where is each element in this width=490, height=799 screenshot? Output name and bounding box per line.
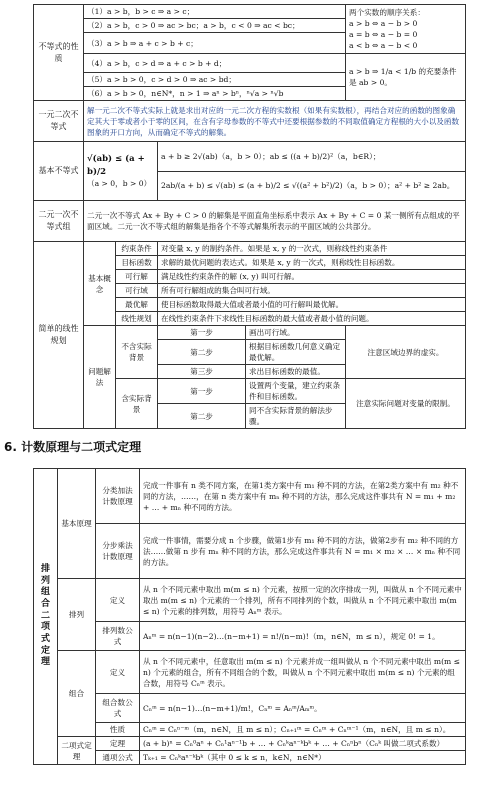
ineq-prop-item-2: （2）a > b，c > 0 ⇒ ac > bc；a > b，c < 0 ⇒ ac < bc； bbox=[84, 19, 346, 33]
lp-bg-label: 含实际背景 bbox=[116, 379, 158, 429]
lp-concept-value: 对变量 x, y 的制约条件。如果是 x, y 的一次式，则称线性约束条件 bbox=[158, 242, 466, 256]
lp-concept-key: 最优解 bbox=[116, 298, 158, 312]
addition-principle-label: 分类加法计数原理 bbox=[96, 469, 140, 524]
lp-step-key: 第二步 bbox=[158, 340, 246, 365]
reciprocal-condition-line-1: a > b ⇒ 1/a < 1/b 的充要条件 bbox=[349, 67, 457, 76]
basic-principle-label: 基本原理 bbox=[58, 469, 96, 579]
ineq-prop-item-3: （3）a > b ⇒ a + c > b + c； bbox=[84, 33, 346, 54]
basic-ineq-right-1: a + b ≥ 2√(ab)（a，b > 0）；ab ≤ ((a + b)/2)²（a，b∈R）； bbox=[158, 142, 466, 172]
basic-ineq-formula: √(ab) ≤ (a + b)/2 bbox=[87, 154, 145, 177]
addition-principle-text: 完成一件事有 n 类不同方案，在第1类方案中有 m₁ 种不同的方法，在第2类方案中有 m₂ 种不同的方法，……，在第 n 类方案中有 mₙ 种不同的方法，那么完成这件事共有 N = m₁ + m₂ + … + mₙ 种不同的方法。 bbox=[140, 469, 466, 524]
lp-concept-key: 约束条件 bbox=[116, 242, 158, 256]
lp-step-key: 第二步 bbox=[158, 404, 246, 429]
basic-ineq-right-2: 2ab/(a + b) ≤ √(ab) ≤ (a + b)/2 ≤ √((a² + b²)/2)（a，b > 0）；a² + b² ≥ 2ab。 bbox=[158, 171, 466, 201]
reciprocal-condition-line-2: 是 ab > 0。 bbox=[349, 78, 393, 87]
lp-concept-value: 满足线性约束条件的解 (x, y) 叫可行解。 bbox=[158, 270, 466, 284]
perm-def-label: 定义 bbox=[96, 579, 140, 622]
ineq-prop-item-4: （4）a > b，c > d ⇒ a + c > b + d； bbox=[84, 54, 346, 73]
ineq-prop-item-5: （5）a > b > 0，c > d > 0 ⇒ ac > bd； bbox=[84, 73, 346, 87]
basic-ineq-left bbox=[84, 142, 158, 201]
comb-def-text: 从 n 个不同元素中，任意取出 m(m ≤ n) 个元素并成一组叫做从 n 个不同元素中取出 m(m ≤ n) 个元素的组合，所有不同组合的个数，叫做从 n 个不同元素中取出 m(m ≤ n) 个元素的组合数，用符号 Cₙᵐ 表示。 bbox=[140, 651, 466, 694]
lp-step-value: 求出目标函数的最值。 bbox=[246, 365, 346, 379]
ineq-prop-item-6: （6）a > b > 0，n∈N*，n > 1 ⇒ aⁿ > bⁿ，ⁿ√a > ⁿ√b bbox=[84, 87, 346, 101]
permutation-label: 排列 bbox=[58, 579, 96, 651]
theorem-label: 定理 bbox=[96, 737, 140, 751]
perm-def-text: 从 n 个不同元素中取出 m(m ≤ n) 个元素，按照一定的次序排成一列，叫做从 n 个不同元素中取出 m(m ≤ n) 个元素的一个排列，所有不同排列的个数，叫做从 n 个不同元素中取出 m(m ≤ n) 个元素的排列数，用符号 Aₙᵐ 表示。 bbox=[140, 579, 466, 622]
lp-concept-value: 所有可行解组成的集合叫可行域。 bbox=[158, 284, 466, 298]
quad-ineq-text: 解一元二次不等式实际上就是求出对应的一元二次方程的实数根（如果有实数根），再结合对应的函数的图象确定其大于零或者小于零的区间，在含有字母参数的不等式中还要根据参数的不同取值确定方程根的大小以及函数图象的开口方向，从而确定不等式的解集。 bbox=[84, 101, 466, 142]
lp-concept-value: 在线性约束条件下求线性目标函数的最大值或者最小值的问题。 bbox=[158, 312, 466, 326]
combination-label: 组合 bbox=[58, 651, 96, 737]
comb-formula-label: 组合数公式 bbox=[96, 694, 140, 723]
lp-step-value: 设置两个变量，建立约束条件和目标函数。 bbox=[246, 379, 346, 404]
lp-concept-key: 可行域 bbox=[116, 284, 158, 298]
general-term-text: Tₖ₊₁ = Cₙᵏaⁿ⁻ᵏbᵏ（其中 0 ≤ k ≤ n，k∈N，n∈N*） bbox=[140, 751, 466, 765]
lp-step-key: 第一步 bbox=[158, 326, 246, 340]
binomial-label: 二项式定理 bbox=[58, 737, 96, 765]
ineq-props-label: 不等式的性质 bbox=[34, 5, 84, 101]
linear-sys-text: 二元一次不等式 Ax + By + C > 0 的解集是平面直角坐标系中表示 Ax + By + C = 0 某一侧所有点组成的平面区域。二元一次不等式组的解集是指各个不等式解集所表示的平面区域的公共部分。 bbox=[84, 201, 466, 242]
lp-concept-key: 可行解 bbox=[116, 270, 158, 284]
basic-ineq-label: 基本不等式 bbox=[34, 142, 84, 201]
lp-bg-note: 注意实际问题对变量的限制。 bbox=[346, 379, 466, 429]
order-relation-gt: a > b ⇔ a − b > 0 bbox=[349, 19, 418, 28]
group-label: 排列组合二项式定理 bbox=[34, 469, 58, 765]
section-heading: 6. 计数原理与二项式定理 bbox=[4, 440, 142, 454]
lp-no-bg-note: 注意区域边界的虚实。 bbox=[346, 326, 466, 379]
order-relation-box bbox=[346, 5, 466, 54]
perm-formula-text: Aₙᵐ = n(n−1)(n−2)…(n−m+1) = n!/(n−m)!（m，n∈N，m ≤ n），规定 0! = 1。 bbox=[140, 622, 466, 651]
comb-formula-text: Cₙᵐ = n(n−1)…(n−m+1)/m!，Cₙᵐ = Aₙᵐ/Aₘᵐ。 bbox=[140, 694, 466, 723]
order-relation-lt: a < b ⇔ a − b < 0 bbox=[349, 41, 418, 50]
order-relation-title: 两个实数的顺序关系： bbox=[349, 8, 425, 17]
basic-ineq-condition: （a > 0，b > 0） bbox=[87, 178, 152, 188]
lp-step-value: 根据目标函数几何意义确定最优解。 bbox=[246, 340, 346, 365]
reciprocal-condition-box bbox=[346, 54, 466, 101]
ineq-prop-item-1: （1）a > b，b > c ⇒ a > c； bbox=[84, 5, 346, 19]
lp-concept-value: 求解的最优问题的表达式。如果是 x, y 的一次式，则称线性目标函数。 bbox=[158, 256, 466, 270]
inequality-summary-table bbox=[33, 4, 466, 429]
lp-concept-value: 使目标函数取得最大值或者最小值的可行解叫最优解。 bbox=[158, 298, 466, 312]
comb-property-label: 性质 bbox=[96, 723, 140, 737]
general-term-label: 通项公式 bbox=[96, 751, 140, 765]
counting-summary-table bbox=[33, 468, 466, 765]
multiplication-principle-text: 完成一件事情，需要分成 n 个步骤，做第1步有 m₁ 种不同的方法，做第2步有 m₂ 种不同的方法……做第 n 步有 mₙ 种不同的方法，那么完成这件事共有 N = m₁ × m₂ × … × mₙ 种不同的方法。 bbox=[140, 524, 466, 579]
order-relation-eq: a = b ⇔ a − b = 0 bbox=[349, 30, 418, 39]
lp-step-value: 画出可行域。 bbox=[246, 326, 346, 340]
lp-no-bg-label: 不含实际背景 bbox=[116, 326, 158, 379]
comb-property-text: Cₙᵐ = Cₙⁿ⁻ᵐ（m，n∈N，且 m ≤ n）；Cₙ₊₁ᵐ = Cₙᵐ + Cₙᵐ⁻¹（m，n∈N，且 m ≤ n）。 bbox=[140, 723, 466, 737]
lp-step-value: 同不含实际背景的解法步骤。 bbox=[246, 404, 346, 429]
quad-ineq-label: 一元二次不等式 bbox=[34, 101, 84, 142]
perm-formula-label: 排列数公式 bbox=[96, 622, 140, 651]
lp-step-key: 第一步 bbox=[158, 379, 246, 404]
lp-concept-key: 目标函数 bbox=[116, 256, 158, 270]
theorem-text: (a + b)ⁿ = Cₙ⁰aⁿ + Cₙ¹aⁿ⁻¹b + … + Cₙᵏaⁿ⁻ᵏbᵏ + … + Cₙⁿbⁿ（Cₙᵏ 叫做二项式系数） bbox=[140, 737, 466, 751]
lp-label: 简单的线性规划 bbox=[34, 242, 84, 429]
multiplication-principle-label: 分步乘法计数原理 bbox=[96, 524, 140, 579]
lp-basic-label: 基本概念 bbox=[84, 242, 116, 326]
lp-method-label: 问题解法 bbox=[84, 326, 116, 429]
lp-step-key: 第三步 bbox=[158, 365, 246, 379]
lp-concept-key: 线性规划 bbox=[116, 312, 158, 326]
comb-def-label: 定义 bbox=[96, 651, 140, 694]
linear-sys-label: 二元一次不等式组 bbox=[34, 201, 84, 242]
